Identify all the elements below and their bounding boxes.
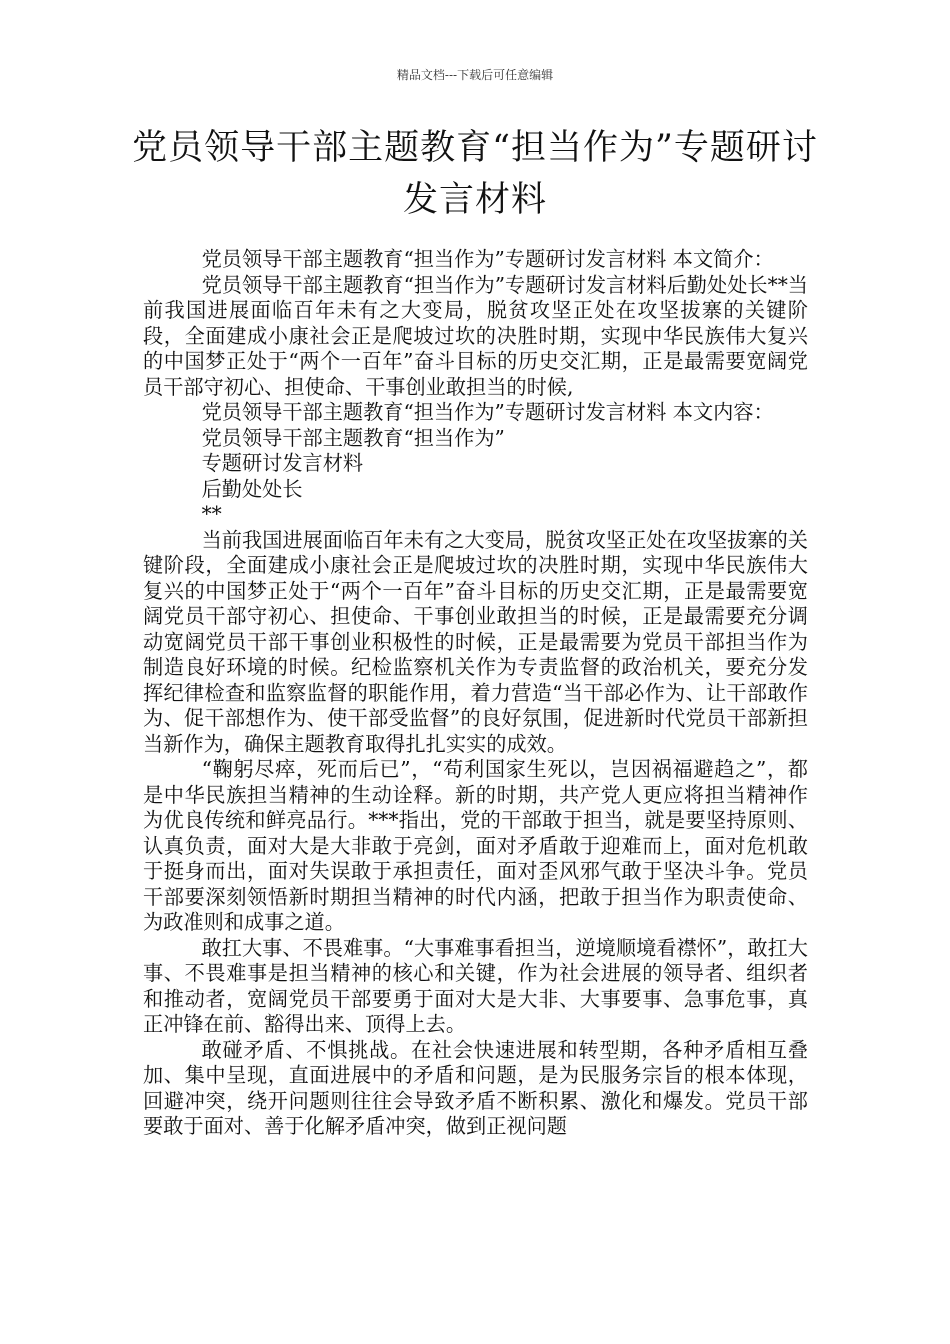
body-paragraph: 当前我国进展面临百年未有之大变局，脱贫攻坚正处在攻坚拔寨的关键阶段，全面建成小康社会正是爬坡过坎的决胜时期，实现中华民族伟大复兴的中国梦正处于“两个一百年”奋斗目标的历史交汇期，正是最需要宽阔党员干部守初心、担使命、干事创业敢担当的时候，正是最需要充分调动宽阔党员干部干事创业积极性的时候，正是最需要为党员干部担当作为制造良好环境的时候。纪检监察机关作为专责监督的政治机关，要充分发挥纪律检查和监察监督的职能作用，着力营造“当干部必作为、让干部敢作为、促干部想作为、使干部受监督”的良好氛围，促进新时代党员干部新担当新作为，确保主题教育取得扎扎实实的成效。	[143, 527, 808, 756]
body-paragraph: 敢扛大事、不畏难事。“大事难事看担当，逆境顺境看襟怀”，敢扛大事、不畏难事是担当精神的核心和关键，作为社会进展的领导者、组织者和推动者，宽阔党员干部要勇于面对大是大非、大事要事、急事危事，真正冲锋在前、豁得出来、顶得上去。	[143, 935, 808, 1036]
inner-title-line-2: 专题研讨发言材料	[201, 451, 364, 475]
body-paragraph: “鞠躬尽瘁，死而后已”，“苟利国家生死以，岂因祸福避趋之”，都是中华民族担当精神的生动诠释。新的时期，共产党人更应将担当精神作为优良传统和鲜亮品行。***指出，党的干部敢于担当，就是要坚持原则、认真负责，面对大是大非敢于亮剑，面对矛盾敢于迎难而上，面对危机敢于挺身而出，面对失误敢于承担责任，面对歪风邪气敢于坚决斗争。党员干部要深刻领悟新时期担当精神的时代内涵，把敢于担当作为职责使命、为政准则和成事之道。	[143, 757, 808, 934]
content-heading-paragraph: 党员领导干部主题教育“担当作为”专题研讨发言材料 本文内容：	[201, 400, 774, 424]
document-title: 党员领导干部主题教育“担当作为”专题研讨发言材料	[132, 128, 818, 220]
author-name: **	[201, 502, 222, 526]
summary-paragraph: 党员领导干部主题教育“担当作为”专题研讨发言材料后勤处处长**当前我国进展面临百年未有之大变局，脱贫攻坚正处在攻坚拔寨的关键阶段，全面建成小康社会正是爬坡过坎的决胜时期，实现中华民族伟大复兴的中国梦正处于“两个一百年”奋斗目标的历史交汇期，正是最需要宽阔党员干部守初心、担使命、干事创业敢担当的时候,	[143, 272, 808, 399]
body-paragraph: 敢碰矛盾、不惧挑战。在社会快速进展和转型期，各种矛盾相互叠加、集中呈现，直面进展中的矛盾和问题，是为民服务宗旨的根本体现，回避冲突，绕开问题则往往会导致矛盾不断积累、激化和爆发。党员干部要敢于面对、善于化解矛盾冲突，做到正视问题	[143, 1037, 808, 1138]
intro-heading-paragraph: 党员领导干部主题教育“担当作为”专题研讨发言材料 本文简介：	[201, 247, 774, 271]
document-body	[143, 247, 808, 1140]
header-note: 精品文档---下载后可任意编辑	[396, 68, 554, 82]
author-title: 后勤处处长	[201, 476, 303, 501]
inner-title-line-1: 党员领导干部主题教育“担当作为”	[201, 425, 505, 450]
